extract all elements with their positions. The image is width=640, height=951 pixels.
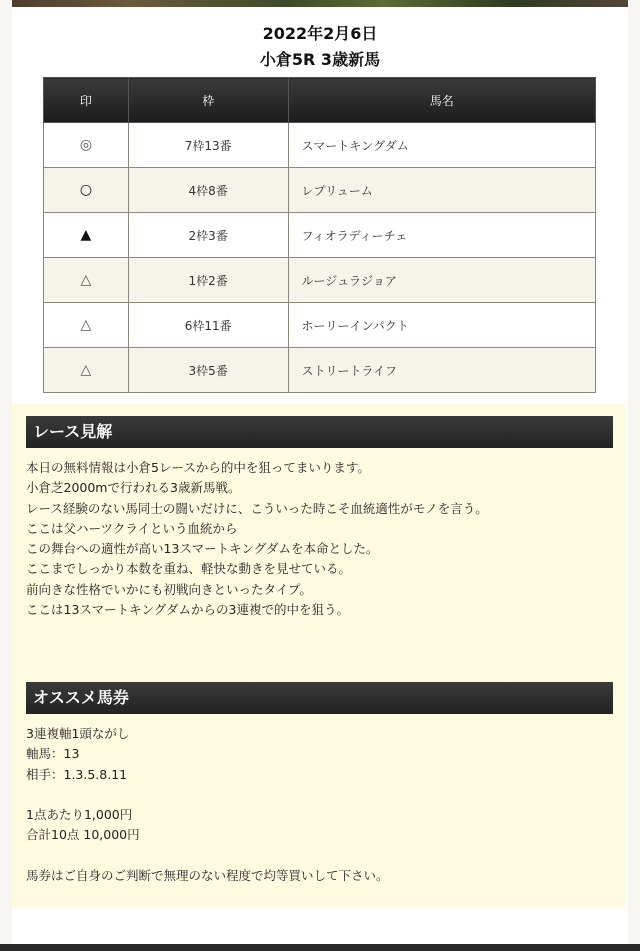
gate-number: 4枠8番: [128, 168, 288, 213]
column-header-gate: 枠: [128, 78, 288, 123]
gate-number: 7枠13番: [128, 123, 288, 168]
race-title: [0, 22, 640, 72]
prediction-table: [43, 77, 596, 393]
partner-horses: 相手：1.3.5.8.11: [26, 766, 128, 782]
bet-type: 3連複軸1頭ながし: [26, 726, 130, 741]
table-row: [44, 348, 596, 393]
recommend-heading: オススメ馬券: [26, 682, 613, 714]
gate-number: 2枠3番: [128, 213, 288, 258]
horse-name: ストリートライフ: [288, 348, 595, 393]
filled-triangle-icon: ▲: [80, 227, 92, 243]
horse-name: ホーリーインパクト: [288, 303, 595, 348]
pick-mark-renka: [44, 303, 129, 348]
horse-name: スマートキングダム: [288, 123, 595, 168]
spacer: [26, 785, 616, 805]
analysis-line: この舞台への適性が高い13スマートキングダムを本命とした。: [26, 541, 379, 557]
gate-number: 6枠11番: [128, 303, 288, 348]
analysis-line: 前向きな性格でいかにも初戦向きといったタイプ。: [26, 581, 312, 597]
total-amount: 合計10点 10,000円: [26, 827, 140, 843]
info-panel: [12, 404, 626, 907]
footer-strip: [0, 944, 640, 951]
pick-mark-honmei: [44, 123, 129, 168]
table-row: [44, 303, 596, 348]
horse-name: フィオラディーチェ: [288, 213, 595, 258]
gate-number: 1枠2番: [128, 258, 288, 303]
double-circle-icon: ◎: [79, 137, 93, 153]
analysis-line: レース経験のない馬同士の闘いだけに、こういった時こそ血統適性がモノを言う。: [26, 500, 488, 516]
horse-name: ルージュラジョア: [288, 258, 595, 303]
column-header-horse: 馬名: [288, 78, 595, 123]
left-margin: [0, 0, 12, 951]
right-margin: [628, 0, 640, 951]
column-header-mark: 印: [44, 78, 129, 123]
pick-mark-taikou: [44, 168, 129, 213]
recommend-text: [26, 724, 616, 886]
analysis-line: ここは13スマートキングダムからの3連複で的中を狙う。: [26, 602, 349, 618]
race-date: 2022年2月6日: [262, 24, 378, 43]
table-row: [44, 123, 596, 168]
analysis-line: 小倉芝2000mで行われる3歳新馬戦。: [26, 480, 241, 496]
analysis-line: 本日の無料情報は小倉5レースから的中を狙ってまいります。: [26, 460, 370, 475]
circle-icon: ○: [79, 182, 93, 198]
analysis-line: ここまでしっかり本数を重ね、軽快な動きを見せている。: [26, 561, 352, 577]
top-banner-strip: [0, 0, 640, 7]
table-header-row: [44, 78, 596, 123]
table-row: [44, 258, 596, 303]
analysis-line: ここは父ハーツクライという血統から: [26, 520, 238, 536]
analysis-text: [26, 458, 616, 620]
pick-mark-renka: [44, 348, 129, 393]
triangle-icon: △: [80, 272, 92, 288]
axis-horse: 軸馬：13: [26, 746, 80, 762]
per-point-amount: 1点あたり1,000円: [26, 807, 133, 823]
triangle-icon: △: [80, 317, 92, 333]
pick-mark-renka: [44, 258, 129, 303]
spacer: [26, 846, 616, 866]
horse-name: レプリューム: [288, 168, 595, 213]
pick-mark-tanana: [44, 213, 129, 258]
race-name: 小倉5R 3歳新馬: [259, 50, 381, 69]
table-row: [44, 213, 596, 258]
triangle-icon: △: [80, 362, 92, 378]
analysis-heading: レース見解: [26, 416, 613, 448]
table-row: [44, 168, 596, 213]
gate-number: 3枠5番: [128, 348, 288, 393]
betting-note: 馬券はご自身のご判断で無理のない程度で均等買いして下さい。: [26, 868, 389, 884]
